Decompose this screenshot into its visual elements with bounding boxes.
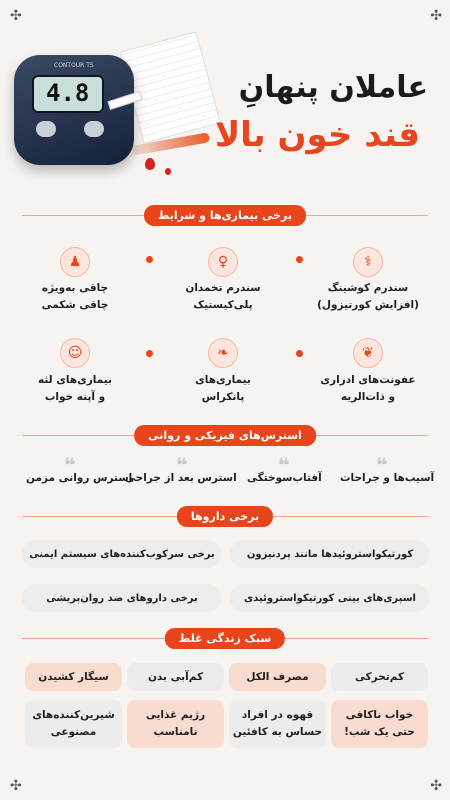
- glucometer-illustration: [14, 55, 134, 165]
- blood-drop-icon: [145, 158, 155, 170]
- meter-reading: 4.8: [46, 79, 90, 107]
- lifestyle-item: سیگار کشیدن: [25, 663, 122, 691]
- test-paper-illustration: [119, 31, 221, 143]
- lifestyle-item: کم‌تحرکی: [331, 663, 428, 691]
- section-title-drugs: برخی داروها: [177, 506, 273, 527]
- lifestyle-item: مصرف الکل: [229, 663, 326, 691]
- stress-item: آسیب‌ها و جراحات: [340, 472, 435, 484]
- meter-screen: [32, 75, 104, 113]
- bullet-dot: [296, 256, 303, 263]
- stress-item: استرس روانی مزمن: [26, 472, 133, 484]
- quote-icon: ❝: [376, 453, 388, 477]
- title-line-1: عاملان پنهانِ: [238, 70, 428, 105]
- stress-item: استرس بعد از جراحی: [125, 472, 237, 484]
- quote-icon: ❝: [278, 453, 290, 477]
- corner-ornament-bl: ✣: [10, 778, 20, 794]
- quote-icon: ❝: [64, 453, 76, 477]
- condition-item: چاقی به‌ویژه چاقی شکمی: [41, 282, 109, 311]
- body-icon: ♟: [60, 247, 90, 277]
- lifestyle-item: رژیم غذایی نامناسب: [127, 700, 224, 748]
- drug-item: اسپری‌های بینی کورتیکواستروئیدی: [230, 584, 430, 612]
- bullet-dot: [146, 350, 153, 357]
- corner-ornament-br: ✣: [430, 778, 440, 794]
- lifestyle-item: شیرین‌کننده‌های مصنوعی: [25, 700, 122, 748]
- title-line-2: قند خون بالا: [214, 115, 420, 155]
- meter-button-left: [36, 121, 56, 137]
- lifestyle-item: خواب ناکافی حتی یک شب!: [331, 700, 428, 748]
- quote-icon: ❝: [176, 453, 188, 477]
- condition-item: بیماری‌های پانکراس: [195, 374, 251, 403]
- condition-item: بیماری‌های لثه و آپنه خواب: [38, 374, 112, 403]
- corner-ornament-tr: ✣: [430, 8, 440, 24]
- mouth-icon: ☺: [60, 338, 90, 368]
- pancreas-icon: ❧: [208, 338, 238, 368]
- corner-ornament-tl: ✣: [10, 8, 20, 24]
- meter-brand: CONTOUR TS: [54, 62, 94, 69]
- ovary-icon: ♀: [208, 247, 238, 277]
- lifestyle-item: کم‌آبی بدن: [127, 663, 224, 691]
- stress-item: آفتاب‌سوختگی: [247, 472, 322, 484]
- condition-item: سندرم تخمدان پلی‌کیستیک: [185, 282, 261, 311]
- drug-item: برخی داروهای ضد روان‌پریشی: [22, 584, 222, 612]
- lifestyle-item: قهوه در افراد حساس به کافئین: [229, 700, 326, 748]
- bullet-dot: [146, 256, 153, 263]
- meter-button-right: [84, 121, 104, 137]
- condition-item: سندرم کوشینگ (افزایش کورتیزول): [317, 282, 419, 311]
- kidney-icon: ⚕: [353, 247, 383, 277]
- lungs-icon: ❦: [353, 338, 383, 368]
- section-title-conditions: برخی بیماری‌ها و شرایط: [144, 205, 306, 226]
- drug-item: کورتیکواستروئیدها مانند پردنیزون: [230, 540, 430, 568]
- section-title-lifestyle: سبک زندگی غلط: [165, 628, 285, 649]
- blood-drop-icon: [165, 168, 171, 175]
- condition-item: عفونت‌های ادراری و ذات‌الریه: [320, 374, 416, 403]
- bullet-dot: [296, 350, 303, 357]
- section-title-stress: استرس‌های فیزیکی و روانی: [134, 425, 316, 446]
- drug-item: برخی سرکوب‌کننده‌های سیستم ایمنی: [22, 540, 222, 568]
